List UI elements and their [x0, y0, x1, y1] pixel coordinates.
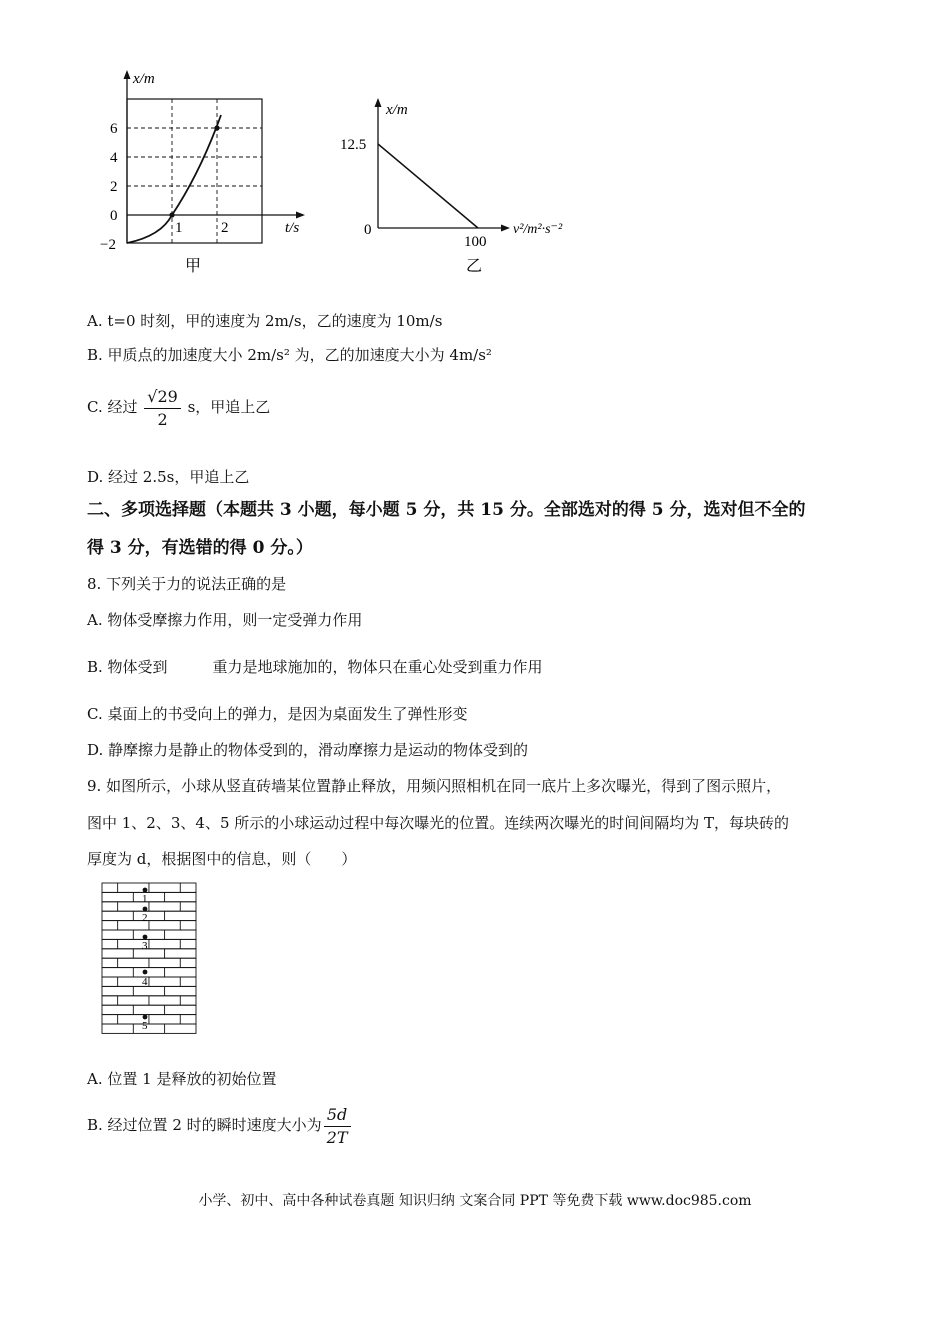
- q9-option-a: A. 位置 1 是释放的初始位置: [87, 1070, 277, 1088]
- ball-position-4: [143, 970, 148, 975]
- q8-stem: 8. 下列关于力的说法正确的是: [87, 575, 287, 593]
- brick-label-3: 3: [142, 940, 148, 952]
- q8-option-b: B. 物体受到 重力是地球施加的，物体只在重心处受到重力作用: [87, 658, 543, 676]
- ball-position-3: [143, 935, 148, 940]
- ball-position-1: [143, 888, 148, 893]
- q9-option-b-fraction: [324, 1104, 351, 1149]
- jia-xtick-2: 2: [221, 220, 229, 236]
- brick-row: [102, 1005, 196, 1014]
- jia-ylabel: x/m: [133, 71, 155, 87]
- brick-row: [102, 986, 196, 995]
- q7-option-c-denominator: 2: [157, 409, 168, 429]
- jia-ytick-2: 2: [110, 179, 118, 195]
- q7-option-c: [87, 384, 270, 431]
- yi-origin: 0: [364, 222, 372, 238]
- q9-option-b-denominator: 2T: [326, 1127, 348, 1147]
- q7-option-a: A. t=0 时刻，甲的速度为 2m/s，乙的速度为 10m/s: [87, 312, 443, 330]
- q7-option-c-pre: C. 经过: [87, 398, 138, 416]
- section2-heading-line1: 二、多项选择题（本题共 3 小题，每小题 5 分，共 15 分。全部选对的得 5 分，选对但不全的: [87, 500, 806, 520]
- jia-xlabel: t/s: [285, 220, 300, 236]
- q7-option-c-post: s，甲追上乙: [187, 398, 271, 416]
- yi-x-intercept: 100: [464, 234, 487, 250]
- brick-row: [102, 949, 196, 958]
- page-footer: 小学、初中、高中各种试卷真题 知识归纳 文案合同 PPT 等免费下载 www.doc985.com: [198, 1193, 752, 1209]
- yi-y-intercept: 12.5: [340, 137, 367, 153]
- jia-xtick-1: 1: [175, 220, 183, 236]
- jia-ytick-4: 4: [110, 150, 118, 166]
- section2-heading-line2: 得 3 分，有选错的得 0 分。）: [87, 538, 313, 558]
- q7-option-b: B. 甲质点的加速度大小 2m/s² 为，乙的加速度大小为 4m/s²: [87, 346, 492, 364]
- brick-label-2: 2: [142, 912, 148, 924]
- q7-option-c-numerator: √29: [144, 386, 181, 409]
- q8-option-a: A. 物体受摩擦力作用，则一定受弹力作用: [87, 611, 363, 629]
- brick-row: [102, 968, 196, 977]
- brick-row: [102, 1024, 196, 1033]
- q8-option-d: D. 静摩擦力是静止的物体受到的，滑动摩擦力是运动的物体受到的: [87, 741, 529, 759]
- brick-label-5: 5: [142, 1020, 148, 1032]
- q8-option-c: C. 桌面上的书受向上的弹力，是因为桌面发生了弹性形变: [87, 705, 468, 723]
- q9-stem-line2: 图中 1、2、3、4、5 所示的小球运动过程中每次曝光的位置。连续两次曝光的时间间隔均为 T，每块砖的: [87, 814, 790, 832]
- brick-wall-figure: [100, 880, 200, 1045]
- graph-jia: [95, 65, 315, 280]
- q7-option-d: D. 经过 2.5s，甲追上乙: [87, 468, 250, 486]
- jia-ytick-0: 0: [110, 208, 118, 224]
- q9-option-b: [87, 1102, 353, 1149]
- q9-stem-line1: 9. 如图所示，小球从竖直砖墙某位置静止释放，用频闪照相机在同一底片上多次曝光，得到了图示照片，: [87, 777, 782, 795]
- ball-position-5: [143, 1015, 148, 1020]
- q9-stem-line3: 厚度为 d，根据图中的信息，则（ ）: [87, 850, 357, 868]
- brick-row: [102, 930, 196, 939]
- q9-option-b-pre: B. 经过位置 2 时的瞬时速度大小为: [87, 1116, 322, 1134]
- brick-row: [102, 892, 196, 901]
- brick-row: [102, 911, 196, 920]
- graph-yi: [330, 92, 590, 282]
- yi-caption: 乙: [466, 258, 483, 275]
- yi-xlabel: v²/m²·s⁻²: [513, 222, 563, 237]
- jia-ytick-6: 6: [110, 121, 118, 137]
- brick-label-1: 1: [142, 893, 148, 905]
- brick-label-4: 4: [142, 976, 148, 988]
- q7-option-c-fraction: [144, 386, 181, 431]
- jia-caption: 甲: [185, 258, 202, 275]
- q9-option-b-numerator: 5d: [324, 1104, 351, 1127]
- yi-ylabel: x/m: [386, 102, 408, 118]
- ball-position-2: [143, 907, 148, 912]
- jia-ytick-neg2: −2: [100, 237, 116, 253]
